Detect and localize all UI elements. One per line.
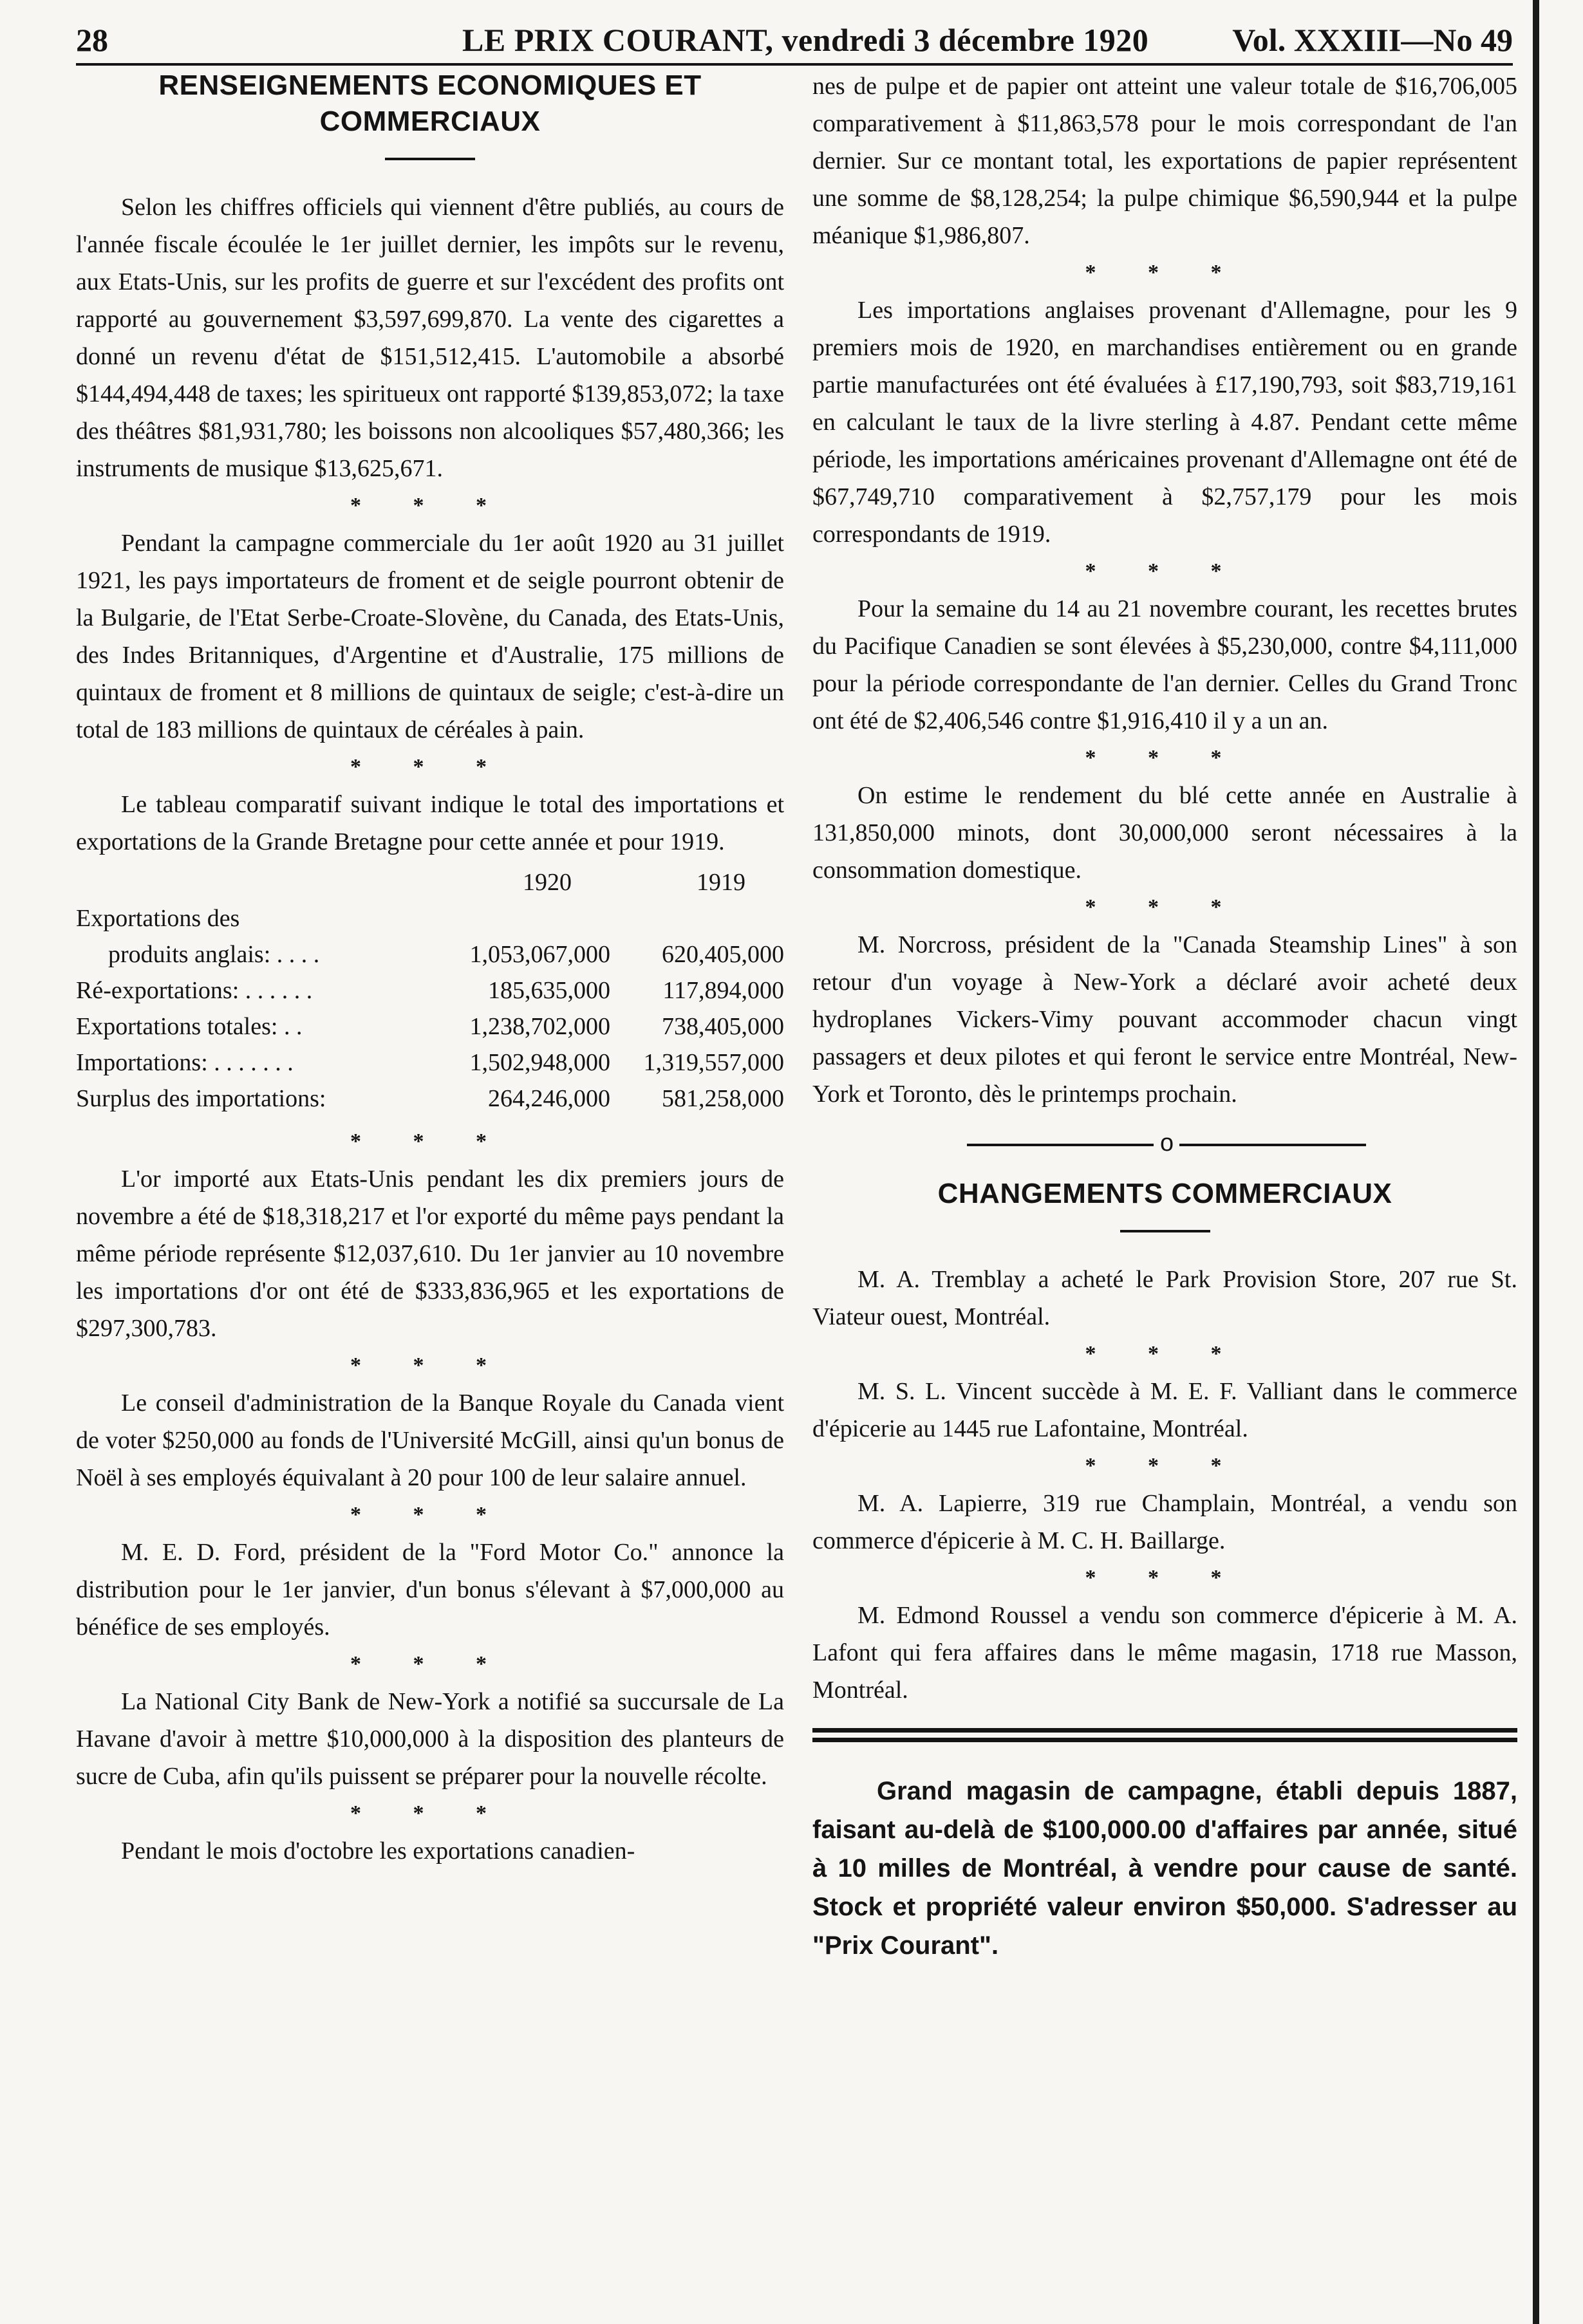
article-paragraph: Selon les chiffres officiels qui viennent d'être publiés, au cours de l'année fiscale écoulée le 1er juillet dernier, les impôts sur le revenu, aux Etats-Unis, sur les profits de guerre et sur l'excédent des profits ont rapporté au gouvernement $3,597,699,870. La vente des cigarettes a donné un revenu d'état de $151,512,415. L'automobile a absorbé $144,494,448 de taxes; les spiritueux ont rapporté $139,853,072; la taxe des théâtres $81,931,780; les boissons non alcooliques $57,480,366; les instruments de musique $13,625,671. <box>76 194 784 482</box>
left-column <box>76 68 784 1870</box>
value-1920: 185,635,000 <box>488 977 610 1004</box>
column-header-1920: 1920 <box>523 869 572 896</box>
trade-comparison-table <box>76 864 784 1117</box>
article-paragraph: M. Norcross, président de la "Canada Steamship Lines" à son retour d'un voyage à New-York a déclaré avoir acheté deux hydroplanes Vickers-Vimy pouvant accommoder chacun vingt passagers et deux pilotes et qui feront le service entre Montréal, New-York et Toronto, dès le printemps prochain. <box>812 931 1517 1108</box>
row-label: produits anglais: . . . . <box>108 941 320 968</box>
row-label: Ré-exportations: . . . . . . <box>76 977 313 1004</box>
separator-stars: * * * <box>350 1652 510 1676</box>
title-rule <box>1120 1230 1210 1232</box>
table-row <box>76 1045 784 1081</box>
value-1919: 1,319,557,000 <box>643 1049 784 1076</box>
separator-stars: * * * <box>1085 261 1245 284</box>
table-header-row <box>76 864 784 900</box>
separator-stars: * * * <box>1085 1566 1245 1590</box>
divider-mark: o <box>1160 1129 1174 1157</box>
classified-advertisement: Grand magasin de campagne, établi depuis 1887, faisant au-delà de $100,000.00 d'affaires par année, situé à 10 milles de Montréal, à vendre pour cause de santé. Stock et propriété valeur environ $50,000. S'adresser au "Prix Courant". <box>812 1777 1517 1960</box>
separator-stars: * * * <box>1085 1342 1245 1366</box>
publication-line: LE PRIX COURANT, vendredi 3 décembre 1920 <box>462 22 1149 58</box>
separator-stars: * * * <box>350 1353 510 1377</box>
value-1919: 117,894,000 <box>662 977 784 1004</box>
value-1920: 264,246,000 <box>488 1085 610 1112</box>
article-paragraph: La National City Bank de New-York a notifié sa succursale de La Havane d'avoir à mettre $10,000,000 à la disposition des planteurs de sucre de Cuba, afin qu'ils puissent se préparer pour la nouvelle récolte. <box>76 1688 784 1790</box>
ad-rule <box>812 1738 1517 1742</box>
row-label: Exportations totales: . . <box>76 1013 303 1040</box>
page-header <box>76 17 1513 66</box>
separator-stars: * * * <box>1085 746 1245 770</box>
separator-stars: * * * <box>350 1129 510 1153</box>
article-paragraph: nes de pulpe et de papier ont atteint une valeur totale de $16,706,005 comparativement à $11,863,578 pour le mois correspondant de l'an dernier. Sur ce montant total, les exportations de papier représentent une somme de $8,128,254; la pulpe chimique $6,590,944 et la pulpe méanique $1,986,807. <box>812 73 1517 249</box>
value-1919: 738,405,000 <box>662 1013 784 1040</box>
table-row <box>76 1009 784 1045</box>
page-number: 28 <box>76 22 108 58</box>
article-paragraph: On estime le rendement du blé cette année en Australie à 131,850,000 minots, dont 30,000,000 seront nécessaires à la consommation domestique. <box>812 782 1517 884</box>
notice-paragraph: M. A. Tremblay a acheté le Park Provision Store, 207 rue St. Viateur ouest, Montréal. <box>812 1266 1517 1330</box>
article-paragraph: Pendant la campagne commerciale du 1er août 1920 au 31 juillet 1921, les pays importateurs de froment et de seigle pourront obtenir de la Bulgarie, de l'Etat Serbe-Croate-Slovène, du Canada, des Etats-Unis, des Indes Britanniques, d'Argentine et d'Australie, 175 millions de quintaux de froment et 8 millions de quintaux de seigle; c'est-à-dire un total de 183 millions de quintaux de céréales à pain. <box>76 530 784 743</box>
right-column <box>812 68 1517 1965</box>
article-paragraph: Les importations anglaises provenant d'Allemagne, pour les 9 premiers mois de 1920, en marchandises entièrement ou en grande partie manufacturées ont été évaluées à £17,190,793, soit $83,719,161 en calculant le taux de la livre sterling à 4.87. Pendant cette même période, les importations américaines provenant d'Allemagne ont été de $67,749,710 comparativement à $2,757,179 pour les mois correspondants de 1919. <box>812 297 1517 548</box>
page-edge-rule <box>1533 0 1539 2324</box>
table-row <box>76 936 784 972</box>
article-paragraph: Le tableau comparatif suivant indique le total des importations et exportations de la Grande Bretagne pour cette année et pour 1919. <box>76 791 784 855</box>
separator-stars: * * * <box>350 755 510 779</box>
ad-rule <box>812 1728 1517 1733</box>
section-title-changements: CHANGEMENTS COMMERCIAUX <box>937 1178 1392 1209</box>
separator-stars: * * * <box>350 1503 510 1527</box>
article-paragraph: Le conseil d'administration de la Banque Royale du Canada vient de voter $250,000 au fonds de l'Université McGill, ainsi qu'un bonus de Noël à ses employés équivalant à 20 pour 100 de leur salaire annuel. <box>76 1390 784 1491</box>
separator-stars: * * * <box>350 1801 510 1825</box>
column-header-1919: 1919 <box>697 869 745 896</box>
separator-stars: * * * <box>1085 895 1245 919</box>
table-group-row <box>76 900 784 936</box>
separator-stars: * * * <box>1085 1454 1245 1478</box>
table-row <box>76 972 784 1009</box>
value-1920: 1,502,948,000 <box>469 1049 610 1076</box>
notice-paragraph: M. A. Lapierre, 319 rue Champlain, Montréal, a vendu son commerce d'épicerie à M. C. H. Baillarge. <box>812 1490 1517 1554</box>
separator-stars: * * * <box>1085 559 1245 583</box>
notice-paragraph: M. S. L. Vincent succède à M. E. F. Valliant dans le commerce d'épicerie au 1445 rue Lafontaine, Montréal. <box>812 1378 1517 1442</box>
title-rule <box>385 158 475 160</box>
volume-number: Vol. XXXIII—No 49 <box>1232 22 1513 58</box>
table-group-label: Exportations des <box>76 905 240 932</box>
divider-line <box>1179 1144 1366 1146</box>
section-title-renseignements: RENSEIGNEMENTS ECONOMIQUES ET COMMERCIAUX <box>158 70 702 137</box>
row-label: Surplus des importations: <box>76 1085 326 1112</box>
article-paragraph: M. E. D. Ford, président de la "Ford Motor Co." annonce la distribution pour le 1er janvier, d'un bonus s'élevant à $7,000,000 au bénéfice de ses employés. <box>76 1539 784 1641</box>
article-paragraph: Pendant le mois d'octobre les exportations canadien- <box>121 1837 635 1864</box>
article-paragraph: Pour la semaine du 14 au 21 novembre courant, les recettes brutes du Pacifique Canadien se sont élevées à $5,230,000, contre $4,111,000 pour la période correspondante de l'an dernier. Celles du Grand Tronc ont été de $2,406,546 contre $1,916,410 il y a un an. <box>812 595 1517 734</box>
row-label: Importations: . . . . . . . <box>76 1049 294 1076</box>
separator-stars: * * * <box>350 494 510 517</box>
notice-paragraph: M. Edmond Roussel a vendu son commerce d'épicerie à M. A. Lafont qui fera affaires dans le même magasin, 1718 rue Masson, Montréal. <box>812 1602 1517 1704</box>
article-paragraph: L'or importé aux Etats-Unis pendant les dix premiers jours de novembre a été de $18,318,217 et l'or exporté du même pays pendant la même période représente $12,037,610. Du 1er janvier au 10 novembre les importations d'or ont été de $333,836,965 et les exportations de $297,300,783. <box>76 1166 784 1342</box>
divider-line <box>967 1144 1154 1146</box>
section-divider <box>812 1128 1517 1160</box>
value-1920: 1,053,067,000 <box>469 941 610 968</box>
table-row <box>76 1081 784 1117</box>
value-1919: 581,258,000 <box>662 1085 784 1112</box>
value-1919: 620,405,000 <box>662 941 784 968</box>
value-1920: 1,238,702,000 <box>469 1013 610 1040</box>
